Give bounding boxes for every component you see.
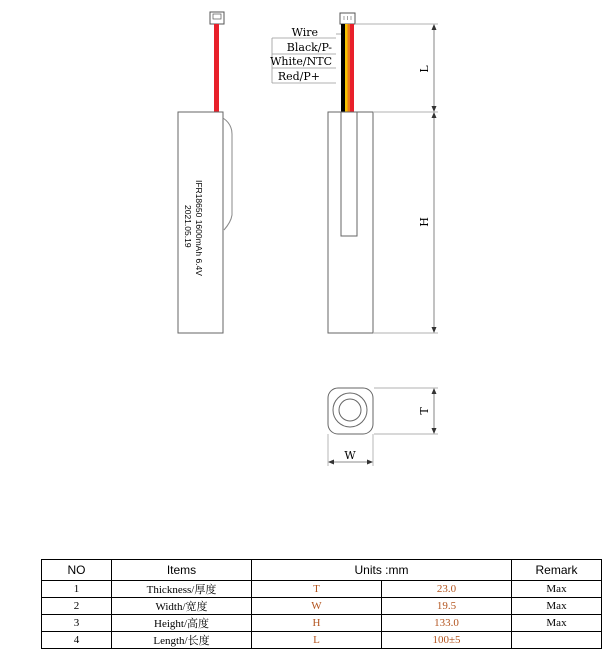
row-symbol: T (252, 581, 382, 598)
right-battery-body (328, 112, 373, 333)
row-value: 19.5 (382, 598, 512, 615)
row-value: 100±5 (382, 632, 512, 649)
left-red-wire (214, 24, 219, 112)
header-units: Units :mm (252, 560, 512, 581)
cell-print-line1: IFR18650 1600mAh 6.4V (194, 180, 204, 276)
table-row (42, 632, 602, 649)
row-no: 3 (42, 615, 112, 632)
row-value: 23.0 (382, 581, 512, 598)
row-symbol: W (252, 598, 382, 615)
wire-title: Wire (291, 26, 318, 39)
wire-label-red: Red/P+ (277, 70, 320, 83)
row-item: Thickness/厚度 (112, 581, 252, 598)
dim-label-H: H (418, 217, 431, 227)
row-item: Length/长度 (112, 632, 252, 649)
wire-label-box (270, 26, 341, 83)
dimension-T (374, 388, 438, 434)
table-row (42, 598, 602, 615)
side-view (270, 13, 438, 333)
cell-print-line2: 2021.05.19 (183, 205, 193, 248)
table-row (42, 581, 602, 598)
dim-label-L: L (418, 65, 431, 73)
row-remark: Max (512, 615, 602, 632)
row-item: Width/宽度 (112, 598, 252, 615)
row-remark: Max (512, 598, 602, 615)
row-value: 133.0 (382, 615, 512, 632)
wire-bundle (341, 24, 354, 112)
row-symbol: H (252, 615, 382, 632)
row-no: 2 (42, 598, 112, 615)
table-row (42, 615, 602, 632)
header-items: Items (112, 560, 252, 581)
header-remark: Remark (512, 560, 602, 581)
dim-label-T: T (418, 407, 431, 415)
spec-table (41, 559, 602, 649)
wire-label-white: White/NTC (270, 55, 332, 68)
row-symbol: L (252, 632, 382, 649)
front-view (178, 12, 232, 333)
left-connector (210, 12, 224, 24)
table-header-row (42, 560, 602, 581)
dimension-H (374, 112, 438, 333)
cross-section (328, 388, 373, 434)
wire-label-black: Black/P- (286, 41, 332, 54)
row-remark: Max (512, 581, 602, 598)
row-no: 1 (42, 581, 112, 598)
dimension-W (328, 434, 373, 466)
header-no: NO (42, 560, 112, 581)
row-item: Height/高度 (112, 615, 252, 632)
row-remark (512, 632, 602, 649)
top-view (328, 388, 438, 466)
right-connector (340, 13, 355, 24)
dimension-L (356, 24, 438, 112)
dim-label-W: W (344, 449, 356, 462)
row-no: 4 (42, 632, 112, 649)
